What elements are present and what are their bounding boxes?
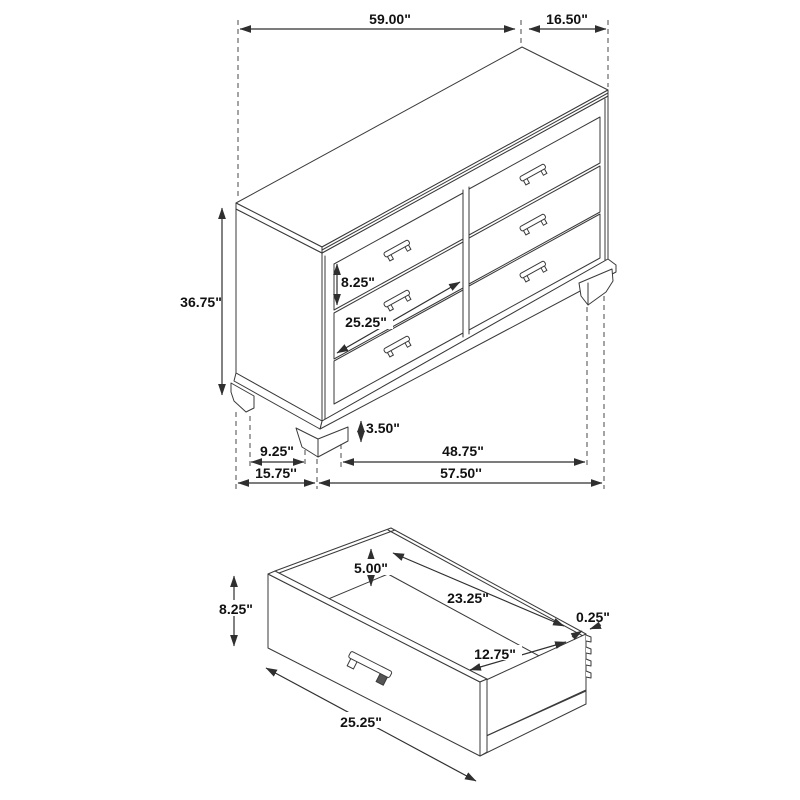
dim-drawer-height-label: 8.25"	[341, 274, 375, 290]
dim-inner-length-label: 23.25"	[447, 590, 489, 606]
dim-base-floor-width-label: 57.50''	[440, 465, 482, 481]
dim-foot-spacing-label: 9.25"	[260, 443, 294, 459]
dresser-figure	[180, 11, 616, 489]
dim-panel-thickness-label: 0.25"	[576, 609, 610, 625]
dim-overall-width-label: 59.00"	[369, 11, 411, 27]
dim-inner-height-label: 5.00"	[354, 560, 388, 576]
dim-overall-height-label: 36.75"	[180, 294, 222, 310]
dim-side-floor-depth-label: 15.75''	[255, 465, 297, 481]
dim-front-height-label: 8.25"	[219, 601, 253, 617]
dresser-foot-center	[296, 427, 348, 457]
front-panel-right-edge	[480, 679, 487, 756]
drawer-figure	[211, 528, 610, 781]
back-wall-top-edge	[391, 528, 586, 634]
dim-front-width-label: 25.25"	[340, 714, 382, 730]
dim-drawer-width-label: 25.25"	[345, 314, 387, 330]
dim-front-leg-span-label: 48.75"	[442, 443, 484, 459]
dim-foot-height-label: 3.50"	[366, 420, 400, 436]
dovetail-edge	[586, 635, 591, 683]
dresser-cabinet	[231, 47, 616, 457]
drawer-box	[268, 528, 591, 756]
dim-inner-depth-label: 12.75"	[474, 646, 516, 662]
dim-top-depth-label: 16.50"	[546, 11, 588, 27]
